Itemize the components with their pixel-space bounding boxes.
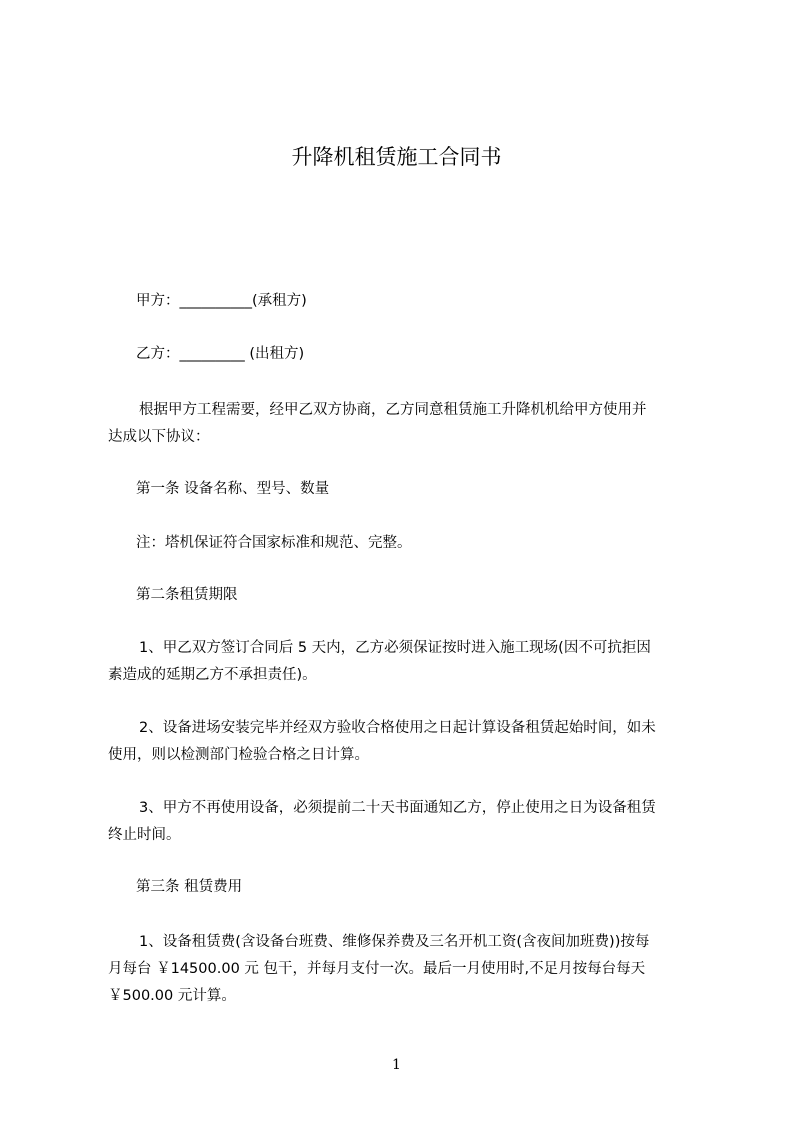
paragraph-line: 使用，则以检测部门检验合格之日计算。 (108, 747, 369, 763)
paragraph-line: 1、设备租赁费(含设备台班费、维修保养费及三名开机工资(含夜间加班费))按每 (139, 934, 650, 950)
paragraph-line: ￥500.00 元计算。 (108, 988, 236, 1004)
article-2-heading: 第二条租赁期限 (136, 587, 238, 603)
paragraph-line: 根据甲方工程需要，经甲乙双方协商，乙方同意租赁施工升降机机给甲方使用并 (139, 402, 647, 418)
article-1-heading: 第一条 设备名称、型号、数量 (136, 481, 330, 497)
paragraph-line: 终止时间。 (108, 827, 181, 843)
page-number: 1 (392, 1057, 401, 1073)
document-title: 升降机租赁施工合同书 (291, 145, 502, 169)
note-line: 注：塔机保证符合国家标准和规范、完整。 (136, 535, 412, 551)
paragraph-line: 达成以下协议： (108, 429, 210, 445)
party-b-line: 乙方：_________ (出租方) (136, 346, 305, 362)
article-3-heading: 第三条 租赁费用 (136, 879, 243, 895)
party-a-line: 甲方：__________(承租方) (136, 293, 307, 309)
paragraph-line: 3、甲方不再使用设备，必须提前二十天书面通知乙方，停止使用之日为设备租赁 (139, 800, 656, 816)
paragraph-line: 素造成的延期乙方不承担责任)。 (108, 667, 317, 683)
paragraph-line: 月每台 ￥14500.00 元 包干，并每月支付一次。最后一月使用时,不足月按每台每天 (108, 961, 646, 977)
paragraph-line: 1、甲乙双方签订合同后 5 天内，乙方必须保证按时进入施工现场(因不可抗拒因 (139, 640, 651, 656)
paragraph-line: 2、设备进场安装完毕并经双方验收合格使用之日起计算设备租赁起始时间，如未 (139, 720, 656, 736)
